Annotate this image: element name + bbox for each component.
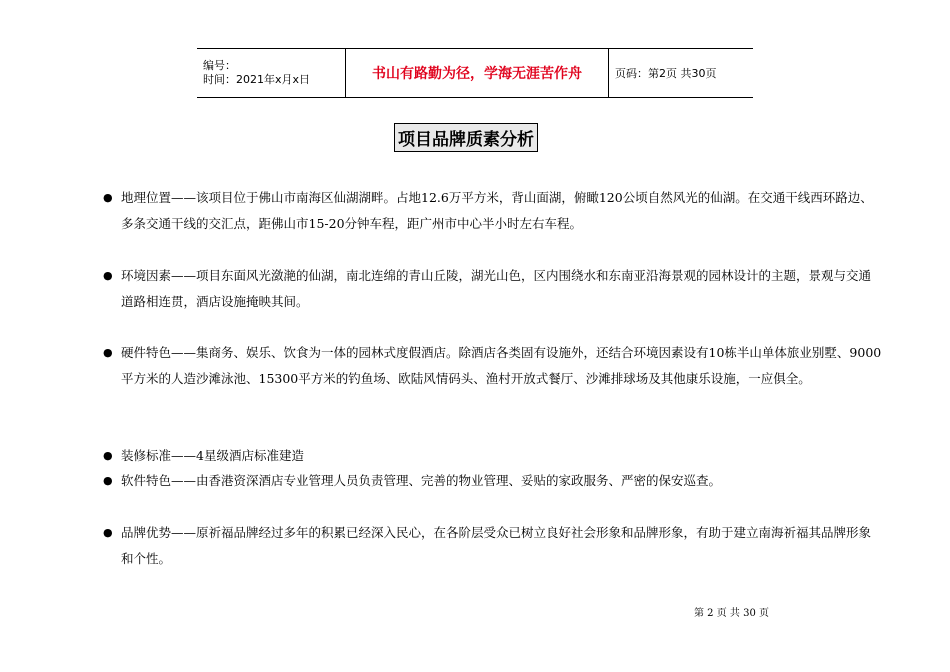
header-motto-cell — [345, 49, 609, 97]
bullet-icon: ● — [103, 269, 113, 282]
list-item-text: 装修标准——4星级酒店标准建造 — [121, 448, 304, 463]
document-date: 时间：2021年x月x日 — [203, 73, 311, 86]
document-title: 项目品牌质素分析 — [394, 123, 538, 152]
header-left-cell — [197, 49, 345, 97]
list-item-hardware — [103, 340, 883, 392]
list-item-text: 软件特色——由香港资深酒店专业管理人员负责管理、完善的物业管理、妥贴的家政服务、严密的保安巡查。 — [121, 473, 722, 488]
list-item-brand — [103, 520, 883, 572]
bullet-icon: ● — [103, 474, 113, 487]
document-number-label: 编号： — [203, 59, 236, 72]
page-footer: 第 2 页 共 30 页 — [694, 608, 769, 619]
bullet-icon: ● — [103, 526, 113, 539]
bullet-icon: ● — [103, 191, 113, 204]
header-right-cell — [609, 49, 753, 97]
list-item-text: 环境因素——项目东面风光潋滟的仙湖，南北连绵的青山丘陵，湖光山色，区内围绕水和东南亚沿海景观的园林设计的主题，景观与交通道路相连贯，酒店设施掩映其间。 — [121, 268, 872, 309]
list-item-location — [103, 185, 883, 237]
bullet-icon: ● — [103, 346, 113, 359]
list-item-software — [103, 468, 883, 494]
list-item-environment — [103, 263, 883, 315]
header-motto: 书山有路勤为径，学海无涯苦作舟 — [372, 66, 582, 82]
bullet-icon: ● — [103, 449, 113, 462]
list-item-text: 品牌优势——原祈福品牌经过多年的积累已经深入民心，在各阶层受众已树立良好社会形象和品牌形象，有助于建立南海祈福其品牌形象和个性。 — [121, 525, 872, 566]
page-header — [197, 48, 753, 98]
list-item-decoration — [103, 443, 883, 469]
list-item-text: 地理位置——该项目位于佛山市南海区仙湖湖畔。占地12.6万平方米，背山面湖，俯瞰120公顷自然风光的仙湖。在交通干线西环路边、多条交通干线的交汇点，距佛山市15-20分钟车程，距广州市中心半小时左右车程。 — [121, 190, 873, 231]
list-item-text: 硬件特色——集商务、娱乐、饮食为一体的园林式度假酒店。除酒店各类固有设施外，还结合环境因素设有10栋半山单体旅业别墅、9000平方米的人造沙滩泳池、15300平方米的钓鱼场、欧陆风情码头、渔村开放式餐厅、沙滩排球场及其他康乐设施，一应俱全。 — [121, 345, 882, 386]
header-page-info: 页码：第2页 共30页 — [615, 67, 717, 80]
